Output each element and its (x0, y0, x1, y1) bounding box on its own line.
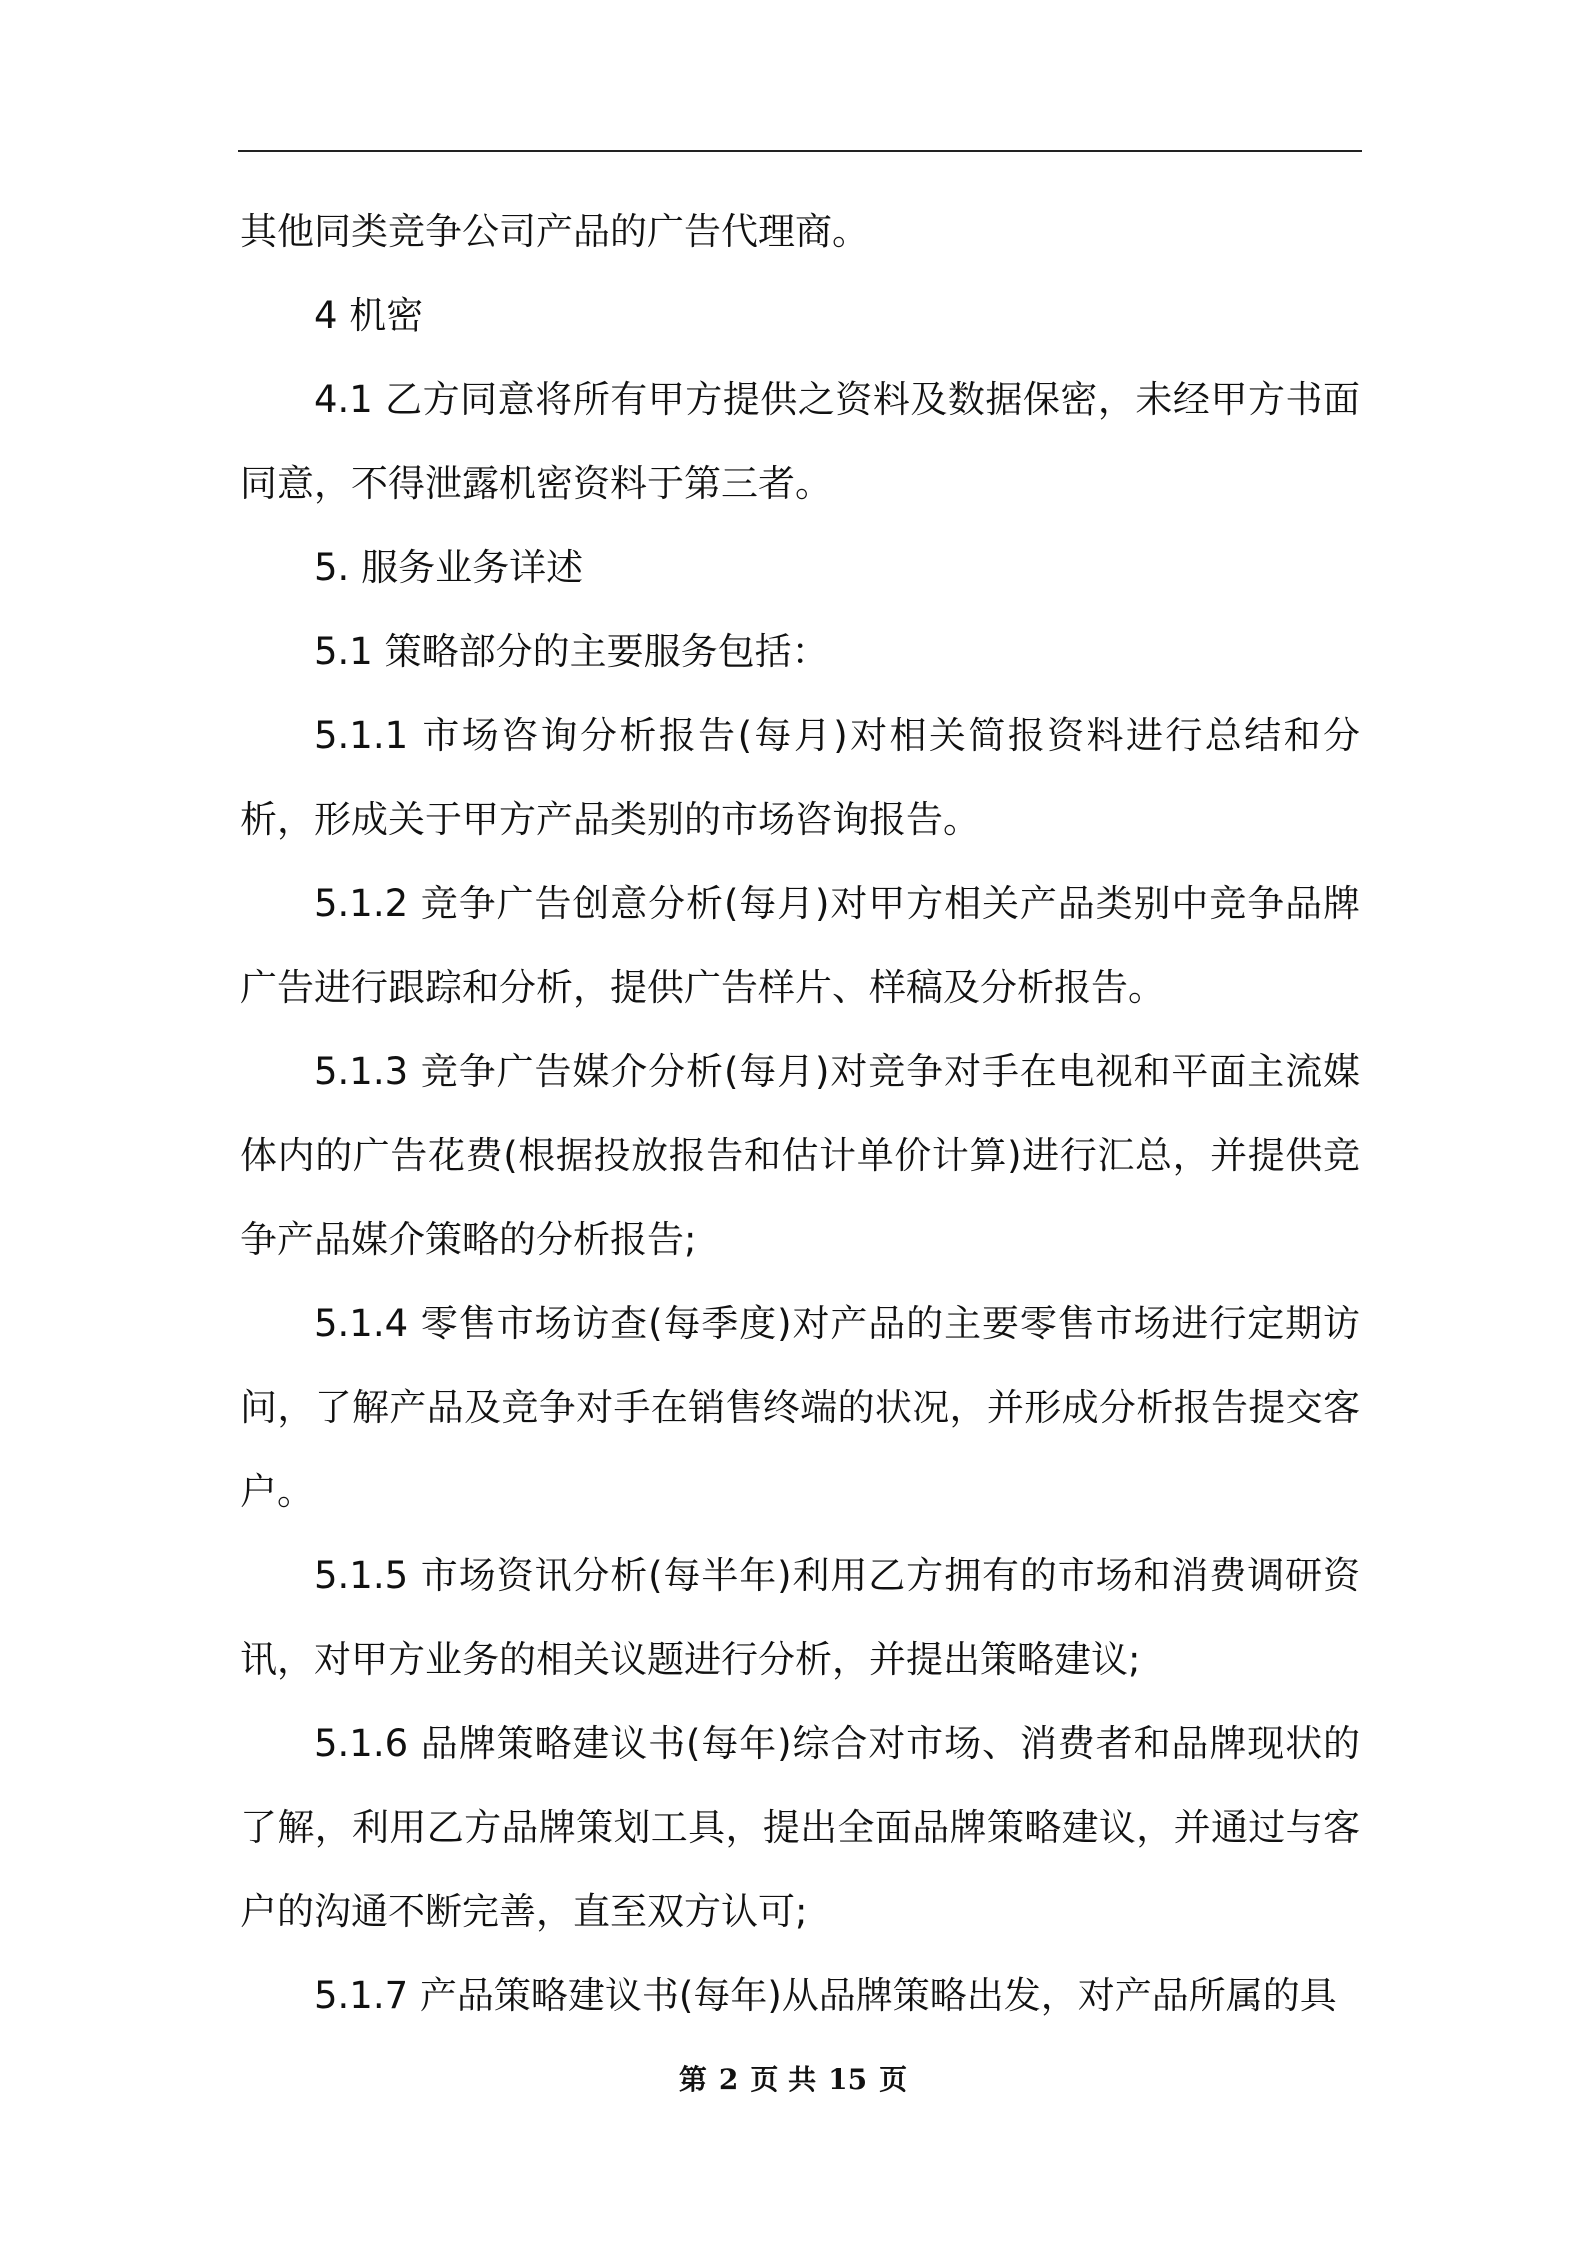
paragraph: 5.1.6 品牌策略建议书(每年)综合对市场、消费者和品牌现状的了解，利用乙方品牌策划工具，提出全面品牌策略建议，并通过与客户的沟通不断完善，直至双方认可; (240, 1722, 1360, 1933)
footer-total-pages: 15 (828, 2063, 868, 2096)
paragraph: 5.1.7 产品策略建议书(每年)从品牌策略出发，对产品所属的具 (314, 1974, 1337, 2017)
document-body (240, 190, 1360, 2038)
footer-current-page: 2 (718, 2063, 739, 2096)
paragraph: 5.1.4 零售市场访查(每季度)对产品的主要零售市场进行定期访问，了解产品及竞争对手在销售终端的状况，并形成分析报告提交客户。 (240, 1302, 1360, 1513)
section-heading-services: 5. 服务业务详述 (314, 546, 584, 589)
paragraph: 5.1.2 竞争广告创意分析(每月)对甲方相关产品类别中竞争品牌广告进行跟踪和分析，提供广告样片、样稿及分析报告。 (240, 882, 1360, 1009)
paragraph: 5.1.3 竞争广告媒介分析(每月)对竞争对手在电视和平面主流媒体内的广告花费(根据投放报告和估计单价计算)进行汇总，并提供竞争产品媒介策略的分析报告; (240, 1050, 1360, 1261)
paragraph: 5.1.5 市场资讯分析(每半年)利用乙方拥有的市场和消费调研资讯，对甲方业务的相关议题进行分析，并提出策略建议; (240, 1554, 1360, 1681)
footer-suffix: 页 (879, 2063, 908, 2096)
footer-prefix: 第 (678, 2063, 707, 2096)
paragraph: 5.1 策略部分的主要服务包括： (314, 630, 829, 673)
header-rule (238, 150, 1362, 152)
section-heading-confidentiality: 4 机密 (314, 294, 424, 337)
paragraph: 4.1 乙方同意将所有甲方提供之资料及数据保密，未经甲方书面同意，不得泄露机密资料于第三者。 (240, 378, 1360, 505)
paragraph: 其他同类竞争公司产品的广告代理商。 (240, 210, 869, 253)
footer-middle: 页 共 (750, 2063, 817, 2096)
page-footer (0, 2058, 1586, 2098)
paragraph: 5.1.1 市场咨询分析报告(每月)对相关简报资料进行总结和分析，形成关于甲方产品类别的市场咨询报告。 (240, 714, 1360, 841)
